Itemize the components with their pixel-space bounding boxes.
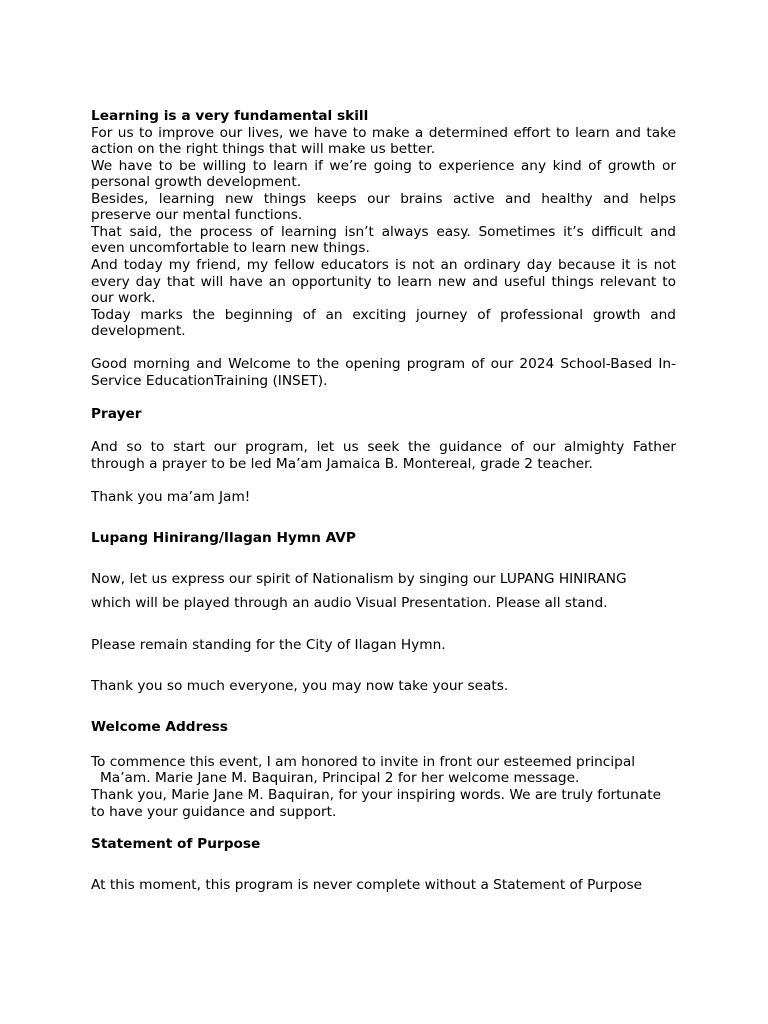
paragraph-line: And so to start our program, let us seek the guidance of our almighty Father — [91, 439, 676, 455]
paragraph-line: Ma’am. Marie Jane M. Baquiran, Principal 2 for her welcome message. — [100, 770, 580, 786]
paragraph-line: We have to be willing to learn if we’re going to experience any kind of growth or — [91, 158, 676, 174]
paragraph-line: Thank you ma’am Jam! — [91, 489, 251, 505]
paragraph-line: which will be played through an audio Visual Presentation. Please all stand. — [91, 595, 608, 611]
paragraph-line: At this moment, this program is never complete without a Statement of Purpose — [91, 877, 643, 893]
paragraph-line: preserve our mental functions. — [91, 207, 303, 223]
paragraph-line: personal growth development. — [91, 174, 302, 190]
section-heading: Statement of Purpose — [91, 836, 261, 852]
paragraph-line: Please remain standing for the City of Ilagan Hymn. — [91, 637, 446, 653]
section-heading: Learning is a very fundamental skill — [91, 108, 369, 124]
section-heading: Lupang Hinirang/Ilagan Hymn AVP — [91, 530, 356, 546]
paragraph-line: Thank you so much everyone, you may now take your seats. — [91, 678, 509, 694]
paragraph-line: Today marks the beginning of an exciting journey of professional growth and — [91, 307, 676, 323]
paragraph-line: every day that will have an opportunity to learn new and useful things relevant to — [91, 274, 676, 290]
paragraph-line: That said, the process of learning isn’t always easy. Sometimes it’s difficult and — [91, 224, 676, 240]
paragraph-line: action on the right things that will make us better. — [91, 141, 436, 157]
paragraph-line: our work. — [91, 290, 156, 306]
paragraph-line: Besides, learning new things keeps our brains active and healthy and helps — [91, 191, 676, 207]
paragraph-line: Service EducationTraining (INSET). — [91, 373, 328, 389]
section-heading: Welcome Address — [91, 719, 228, 735]
paragraph-line: to have your guidance and support. — [91, 804, 337, 820]
paragraph-line: Good morning and Welcome to the opening program of our 2024 School-Based In- — [91, 356, 676, 372]
paragraph-line: For us to improve our lives, we have to make a determined effort to learn and take — [91, 125, 676, 141]
paragraph-line: development. — [91, 323, 186, 339]
paragraph-line: Now, let us express our spirit of Nationalism by singing our LUPANG HINIRANG — [91, 571, 627, 587]
paragraph-line: To commence this event, I am honored to invite in front our esteemed principal — [91, 754, 636, 770]
section-heading: Prayer — [91, 406, 142, 422]
paragraph-line: even uncomfortable to learn new things. — [91, 240, 370, 256]
paragraph-line: And today my friend, my fellow educators is not an ordinary day because it is not — [91, 257, 676, 273]
paragraph-line: through a prayer to be led Ma’am Jamaica B. Montereal, grade 2 teacher. — [91, 456, 593, 472]
paragraph-line: Thank you, Marie Jane M. Baquiran, for your inspiring words. We are truly fortunate — [91, 787, 661, 803]
